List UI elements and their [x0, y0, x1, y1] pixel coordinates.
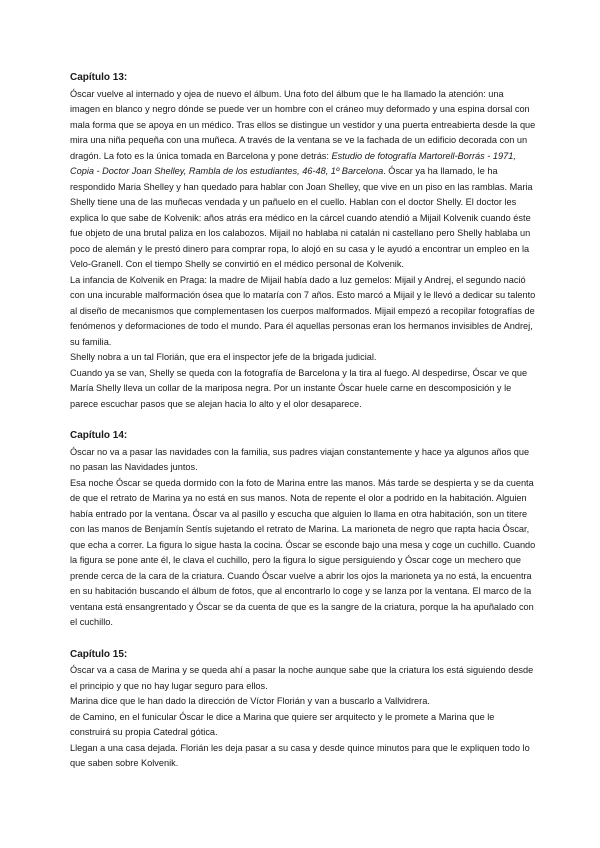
paragraph [70, 663, 536, 694]
paragraph [70, 710, 536, 741]
text-run: Óscar vuelve al internado y ojea de nuevo el álbum. Una foto del álbum que le ha llamado la atención: una imagen en blanco y negro dónde se puede ver un hombre con el cráneo muy deformado y una espina dorsal con mala forma que se apoya en un médico. Tras ellos se distingue un vestidor y una puerta entreabierta desde la que mira una niña pequeña con una muñeca. A través de la ventana se ve la fachada de un edificio decorada con un dragón. La foto es la única tomada en Barcelona y pone detrás: [70, 88, 536, 161]
chapter-15 [70, 647, 536, 772]
paragraph [70, 694, 536, 710]
paragraph [70, 741, 536, 772]
text-run: Shelly nobra a un tal Florián, que era el inspector jefe de la brigada judicial. [70, 352, 377, 362]
paragraph [70, 273, 536, 351]
paragraph [70, 350, 536, 366]
paragraph [70, 476, 536, 631]
text-run: Esa noche Óscar se queda dormido con la foto de Marina entre las manos. Más tarde se despierta y se da cuenta de que el retrato de Marina ya no está en sus manos. Nota de repente el olor a podrido en la habitación. Alguien había entrado por la ventana. Óscar va al pasillo y escucha que alguien lo llama en otra habitación, son un titere con las manos de Benjamín Sentís sujetando el retrato de Marina. La marioneta de negro que rapta hacia Óscar, que echa a correr. La figura lo sigue hasta la cocina. Óscar se esconde bajo una mesa y coge un cuchillo. Cuando la figura se pone ante él, le clava el cuchillo, pero la figura lo sigue persiguiendo y Óscar coge un mechero que prende cerca de la cara de la criatura. Cuando Óscar vuelve a abrir los ojos la marioneta ya no está, la encuentra en su habitación buscando el álbum de fotos, que al encontrarlo lo coge y se lanza por la ventana. El marco de la ventana está ensangrentado y Óscar se da cuenta de que es la sangre de la criatura, porque la ha apuñalado con el cuchillo. [70, 477, 536, 627]
text-run: de Camino, en el funicular Óscar le dice a Marina que quiere ser arquitecto y le promete a Marina que le construirá su propia Catedral gótica. [70, 711, 495, 737]
text-run: Óscar no va a pasar las navidades con la familia, sus padres viajan constantemente y hace ya algunos años que no pasan las Navidades juntos. [70, 446, 530, 472]
text-run: Cuando ya se van, Shelly se queda con la fotografía de Barcelona y la tira al fuego. Al despedirse, Óscar ve que María Shelly lleva un collar de la mariposa negra. Por un instante Óscar huele carne en descomposición y le parece escuchar pasos que se alejan hacia lo alto y el olor desaparece. [70, 367, 528, 409]
paragraph [70, 366, 536, 413]
text-run: . Óscar ya ha llamado, le ha respondido Maria Shelley y han quedado para hablar con Joan Shelley, que vive en un piso en las ramblas. Maria Shelly tiene una de las muñecas vendada y un pañuelo en el cuello. Hablan con el doctor Shelly. El doctor les explica lo que sabe de Kolvenik: años atrás era médico en la cárcel cuando atendió a Mijail Kolvenik cuando éste fue objeto de una brutal paliza en los calabozos. Mijail no hablaba ni catalán ni castellano pero Shelly hablaba un poco de alemán y le prestó dinero para comprar ropa, lo alojó en su casa y le ayudó a encontrar un empleo en la Velo-Granell. Con el tiempo Shelly se convirtió en el médico personal de Kolvenik. [70, 166, 533, 269]
paragraph [70, 87, 536, 273]
chapter-title: Capítulo 13: [70, 72, 128, 83]
text-run: Óscar va a casa de Marina y se queda ahí a pasar la noche aunque sabe que la criatura los está siguiendo desde el principio y que no hay lugar seguro para ellos. [70, 665, 534, 691]
text-run: Marina dice que le han dado la dirección de Víctor Florián y van a buscarlo a Vallvidrera. [70, 696, 430, 706]
photo-caption-italic: Estudio de fotografía Martorell-Borrás - 1971, Copia - Doctor Joan Shelley, Rambla de los estudiantes, 46-48, 1º Barcelona [70, 150, 516, 176]
text-run: Llegan a una casa dejada. Florián les deja pasar a su casa y desde quince minutos para que le expliquen todo lo que saben sobre Kolvenik. [70, 742, 530, 768]
chapter-13 [70, 70, 536, 412]
chapter-14 [70, 428, 536, 631]
paragraph [70, 445, 536, 476]
text-run: La infancia de Kolvenik en Praga: la madre de Mijail había dado a luz gemelos: Mijail y Andrej, el segundo nació con una incurable malformación ósea que lo mataría con 7 años. Esto marcó a Mijail y le llevó a dedicar su talento al diseño de mecanismos que complementasen los cuerpos malformados. Mijail empezó a recopilar fotografías de fenómenos y deformaciones de todo el mundo. Para él aquellas personas eran los hermanos invisibles de Andrej, su familia. [70, 274, 536, 347]
chapter-title: Capítulo 14: [70, 430, 128, 441]
chapter-title: Capítulo 15: [70, 648, 128, 660]
